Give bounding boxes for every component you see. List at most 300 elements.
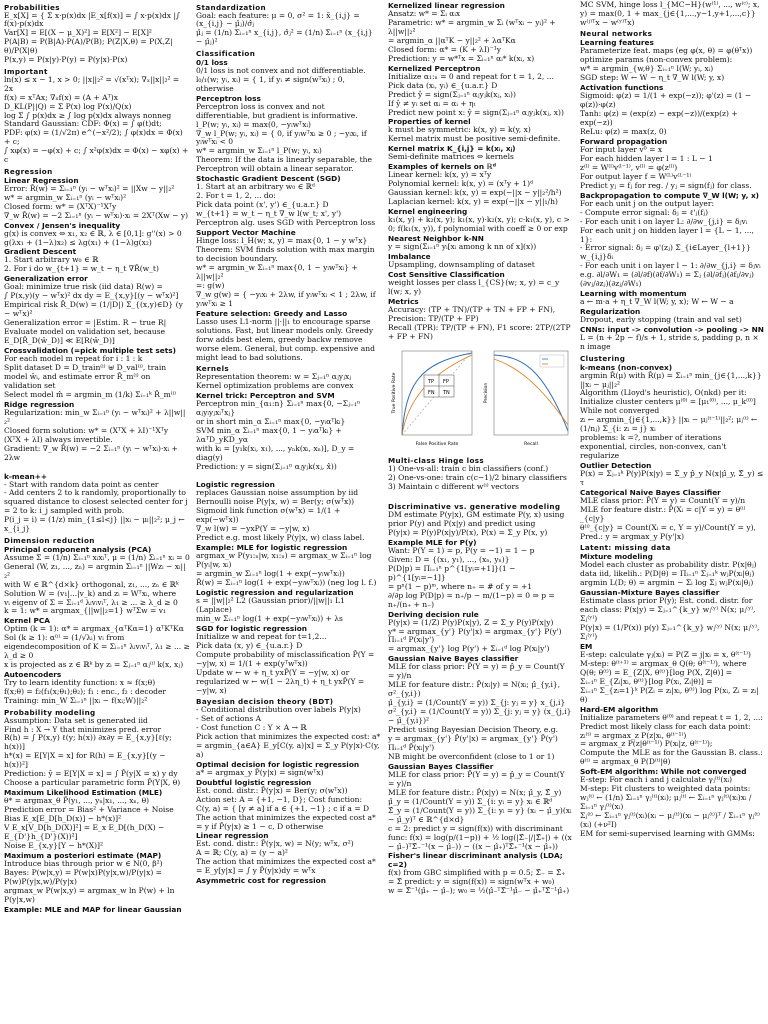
subsection-heading: Autoencoders xyxy=(4,670,62,680)
formula-line: C(y, a) = { [y ≠ a] if a ∈ {+1, −1} ; c if a = D xyxy=(196,803,370,813)
subsection-heading: k-means (non-convex) xyxy=(580,362,673,372)
formula-line: l_P(w; yᵢ, xᵢ) = max(0, −yᵢwᵀxᵢ) xyxy=(196,119,311,129)
formula-line: Recall (TPR): TP/(TP + FN), F1 score: 2TP/(2TP + FP + FN) xyxy=(388,322,571,341)
formula-line: MLE for class prior: P̂(Y = y) = p̂_y = Count(Y = y)/n xyxy=(388,769,565,788)
subsection-heading: Properties of kernel xyxy=(388,117,471,127)
formula-line: P(x) = Σⱼ₌₁ᵏ P(y)P(x|y) = Σ_y p̂_y N(x|μ̂_y, Σ̂_y) ≤ τ xyxy=(580,469,764,488)
formula-line: Predict yⱼ = fⱼ for reg. / yⱼ = sign(fⱼ) for class. xyxy=(580,180,752,190)
subsection-heading: Gaussian Naive Bayes classifier xyxy=(388,654,519,664)
formula-line: Accuracy: (TP + TN)/(TP + TN + FP + FN), Precision: TP/(TP + FP) xyxy=(388,304,556,323)
formula-line: Perceptron min_{α₁:n} Σᵢ₌₁ⁿ max{0, −Σⱼ₌₁ⁿ αⱼyᵢyⱼxᵢᵀxⱼ} xyxy=(196,398,361,417)
formula-line: Theorem: If the data is linearly separable, the Perceptron will obtain a linear separator. xyxy=(196,155,372,174)
precision-recall-plot xyxy=(480,345,572,451)
formula-line: data iid, likelih.: P(D|θ) = Πᵢ₌₁ⁿ Σⱼ₌₁ᵏ wⱼP(xᵢ|θⱼ) xyxy=(580,569,755,579)
roc-pr-figure xyxy=(388,345,573,453)
formula-line: The action that minimizes the expected cost a* = y if P̂(y|x) ≥ 1 − c, D otherwise xyxy=(196,812,376,831)
matrix-label: FN xyxy=(428,389,435,396)
matrix-label: FP xyxy=(443,378,449,385)
formula-line: Predict e.g. most likely P(y|x, w) class label. xyxy=(196,533,365,543)
formula-line: ReLu: φ(z) = max(z, 0) xyxy=(580,126,667,136)
formula-line: Pick data (x, y) ∈_{u.a.r.} D xyxy=(196,640,303,650)
formula-line: Closed form: α* = (K + λI)⁻¹y xyxy=(388,44,502,54)
formula-line: 0/1 loss is not convex and not differentiable. xyxy=(196,65,366,75)
formula-line: Pick data (xᵢ, yᵢ) ∈_{u.a.r.} D xyxy=(388,80,498,90)
formula-line: g(λx₁ + (1−λ)x₂) ≤ λg(x₁) + (1−λ)g(x₂) xyxy=(4,237,152,247)
spacer xyxy=(388,492,573,501)
formula-line: SGD step: W ← W − η_t ∇_W l(W; y, x) xyxy=(580,73,725,83)
formula-line: Assumption: Data set is generated iid xyxy=(4,715,148,725)
formula-line: θ⁽ⁱ⁾_{c|y} = Count(Xᵢ = c, Y = y)/Count(Y = y), Pred.: y = argmax_y P(y'|x) xyxy=(580,522,756,541)
formula-line: = pⁿ(1 − p)ᵐ, where n₊ = # of y = +1 xyxy=(388,581,533,591)
subsection-heading: Logistic regression and regularization xyxy=(196,588,354,598)
subsection-heading: Convex / Jensen's inequality xyxy=(4,220,121,230)
formula-line: - Start with random data point as center xyxy=(4,479,159,489)
formula-line: zᵢ ← argmin_{j∈{1,...,k}} ||xᵢ − μⱼ⁽ᵗ⁻¹⁾||₂²; μⱼ⁽ᵗ⁾ ← (1/nⱼ) Σ_{i: zᵢ = j} xᵢ xyxy=(580,415,758,434)
formula-line: log Σ ∫ p(x)dx ≥ ∫ log p(x)dx always nonneg xyxy=(4,110,172,120)
subsection-heading: Asymmetric cost for regression xyxy=(196,876,326,886)
formula-line: with kᵢ = [y₁k(xᵢ, x₁), ..., yₙk(xᵢ, xₙ)], D_y = diag(y) xyxy=(196,443,355,462)
formula-line: w* = argmin_{w,θ} Σᵢ₌₁ⁿ l(W; yᵢ, xᵢ) xyxy=(580,64,714,74)
formula-line: Noise E_{x,y}[Y − h*(X)]² xyxy=(4,840,104,850)
formula-line: Training: min_W Σᵢ₌₁ⁿ ||xᵢ − f(xᵢ;W)||₂² xyxy=(4,696,148,706)
subsection-heading: SGD for logistic regression xyxy=(196,623,308,633)
formula-line: Empirical risk R̂_D(w) = (1/|D|) Σ_{(x,y)∈D} (y − wᵀx)² xyxy=(4,300,183,319)
formula-line: Given: D = {(x₁, y₁), ..., (xₙ, yₙ)} xyxy=(388,554,510,564)
formula-line: h*(x) = E[Y|X = x] for R(h) = E_{x,y}[(y − h(x))²] xyxy=(4,751,166,770)
formula-line: MLE for feature distr.: P̂(x|y) = N(x; μ̂_y, Σ̂_y) xyxy=(388,787,562,797)
formula-line: g(x) is convex ⇔ x₁, x₂ ∈ ℝ, λ ∈ [0,1]: g''(x) > 0 xyxy=(4,228,182,238)
formula-line: zᵢ⁽ᵗ⁾ = argmax_z P(z|xᵢ, θ⁽ᵗ⁻¹⁾) xyxy=(580,730,687,740)
subsection-heading: Doubtful logistic regression xyxy=(196,777,312,787)
subsection-heading: Logistic regression xyxy=(196,480,275,490)
subsection-heading: EM xyxy=(580,641,593,651)
subsection-heading: Example MLE for P(y) xyxy=(388,537,477,547)
formula-line: Kernel matrix must be positive semi-definite. xyxy=(388,134,561,144)
formula-line: L = (n + 2p − f)/s + 1, stride s, padding p, n × n image xyxy=(580,333,759,352)
formula-line: weight losses per class l_{CS}(w; x, y) = c_y l(w; x, y) xyxy=(388,277,560,296)
formula-line: MLE for class prior: P̂(Y = y) = p̂_y = Count(Y = y)/n xyxy=(388,662,565,681)
formula-line: 2. For t = 1, 2, ... do: xyxy=(196,191,276,201)
formula-line: a ← m·a + η_t ∇_W l(W; y, x); W ← W − a xyxy=(580,297,734,307)
formula-line: argmin L(D; θ) = argmin − Σᵢ log Σⱼ wⱼP(xᵢ|θⱼ) xyxy=(580,578,754,588)
column-4 xyxy=(576,0,768,1024)
subsection-heading: Categorical Naive Bayes Classifier xyxy=(580,487,721,497)
formula-line: Σ̂_y = (1/Count(Y = y)) Σ_{i: yᵢ = y} (xᵢ − μ̂_y)(xᵢ − μ̂_y)ᵀ ∈ ℝ^{d×d} xyxy=(388,805,572,824)
formula-line: l₀/₁(w; yᵢ, xᵢ) = { 1, if yᵢ ≠ sign(wᵀxᵢ) ; 0, otherwise xyxy=(196,74,345,93)
section-heading: Clustering xyxy=(580,353,626,363)
formula-line: w* = argmin_w Σᵢ₌₁ⁿ (yᵢ − wᵀxᵢ)² xyxy=(4,192,127,202)
formula-line: Introduce bias through prior w ∈ N(0, β²) xyxy=(4,858,163,868)
formula-line: func: f(x) = log(p/(1−p)) + ½ log(|Σ̂₋|/|Σ̂₊|) + ((x − μ̂₋)ᵀΣ̂₋⁻¹(x − μ̂₋)) − ((x − μ̂₊)ᵀΣ̂₊⁻¹(x − μ̂₊)) xyxy=(388,832,572,851)
formula-line: Predict using Bayesian Decision Theory, e.g. xyxy=(388,725,559,735)
formula-line: a* = argmax_y P̂(y|x) = sign(wᵀx) xyxy=(196,767,324,777)
formula-line: Initialize α₁:ₙ = 0 and repeat for t = 1, 2, ... xyxy=(388,71,554,81)
subsection-heading: Kernel matrix K_{i,j} = k(xᵢ, xⱼ) xyxy=(388,144,516,154)
column-2 xyxy=(192,0,384,1024)
formula-line: Want: P(Y = 1) = p, P(y = −1) = 1 − p xyxy=(388,545,535,555)
formula-line: =: g(w) xyxy=(196,280,225,290)
formula-line: Predict ŷ = sign(Σⱼ₌₁ⁿ αⱼyⱼk(xⱼ, xᵢ)) xyxy=(388,89,516,99)
formula-line: - For each unit i on layer L: ∂/∂w_{j,i} = δⱼvᵢ xyxy=(580,216,748,226)
formula-line: Est. cond. distr.: P̂(y|x, w) = N(y; wᵀx, σ²) xyxy=(196,839,354,849)
subsection-heading: Kernel PCA xyxy=(4,616,50,626)
formula-line: Bayes: P(w|x,y) = P(w|x)P(y|x,w)/P(y|x) = P(w)P(y|x,w)/P(y|x) xyxy=(4,867,163,886)
subsection-heading: Kernelized linear regression xyxy=(388,1,505,10)
formula-line: Est. cond. distr.: P̂(y|x) = Ber(y; σ(wᵀx)) xyxy=(196,785,348,795)
subsection-heading: Support Vector Machine xyxy=(196,228,296,238)
formula-line: Perceptron loss is convex and not differentiable, but gradient is informative. xyxy=(196,101,358,120)
subsection-heading: Kernelized Perceptron xyxy=(388,63,481,73)
subsection-heading: Maximum Likelihood Estimation (MLE) xyxy=(4,788,163,798)
formula-line: Sigmoid link function σ(wᵀx) = 1/(1 + exp(−wᵀx)) xyxy=(196,506,341,525)
formula-line: Dropout, early stopping (train and val set) xyxy=(580,315,742,325)
subsection-heading: Forward propagation xyxy=(580,136,668,146)
spacer xyxy=(196,471,381,480)
formula-line: = argmax_{y'} log P(y') + Σᵢ₌₁ᵈ log P(xᵢ|y') xyxy=(388,644,550,654)
formula-line: 1) One-vs-all: train c bin classifiers (conf.) xyxy=(388,463,549,473)
formula-line: (XᵀX + λI) always invertible. xyxy=(4,434,113,444)
formula-line: Closed form: w* = (XᵀX)⁻¹Xᵀy xyxy=(4,201,117,211)
formula-line: 3) Maintain c different w⁽ⁱ⁾ vectors xyxy=(388,481,520,491)
formula-line: If ŷ ≠ yᵢ set αᵢ = αᵢ + ηₜ xyxy=(388,98,476,108)
subsection-heading: Kernel engineering xyxy=(388,207,468,217)
formula-line: 1. Start arbitrary w₀ ∈ ℝ xyxy=(4,255,99,265)
formula-line: Prediction: ŷ = E[Y|X = x] = ∫ P̂(y|X = x) y dy xyxy=(4,769,178,779)
formula-line: Initialize w and repeat for t=1,2... xyxy=(196,631,327,641)
subsection-heading: Cost Sensitive Classification xyxy=(388,269,505,279)
roc-curve-plot xyxy=(388,345,476,451)
formula-line: E_x[X] = { Σ x·p(x)dx |E_x[f(x)] = ∫ x·p(x)dx |∫ f(x)·p(x)dx xyxy=(4,10,180,29)
formula-line: - Conditional distribution over labels P(y|x) xyxy=(196,705,361,715)
formula-line: wⱼ⁽ᵗ⁾ ← (1/n) Σᵢ₌₁ⁿ γⱼ⁽ᵗ⁾(xᵢ); μⱼ⁽ᵗ⁾ ← Σᵢ₌₁ⁿ γⱼ⁽ᵗ⁾(xᵢ)xᵢ / Σᵢ₌₁ⁿ γⱼ⁽ᵗ⁾(xᵢ) xyxy=(580,793,752,812)
formula-line: f(x) = xᵀAx; ∇ₓf(x) = (A + Aᵀ)x xyxy=(4,92,118,102)
formula-line: DM estimate P(y|x), GM estimate P(y, x) using prior P(y) and P(x|y) and predict using xyxy=(388,510,565,528)
subsection-heading: Examples of kernels on ℝᵈ xyxy=(388,162,497,172)
subsection-heading: Learning features xyxy=(580,38,654,48)
subsection-heading: Gaussian Bayes Classifier xyxy=(388,761,494,771)
subsection-heading: Gaussian-Mixture Bayes classifier xyxy=(580,588,720,598)
subsection-heading: Regularization xyxy=(580,307,641,317)
formula-line: k₁(x, y) + k₂(x, y); k₁(x, y)·k₂(x, y); c·k₁(x, y), c > 0; f(k₁(x, y)), f polynomial with coeff ≥ 0 or exp xyxy=(388,215,570,234)
formula-line: Evaluate model on validation set, because E_D[R̂_D(ŵ_D)] ≪ E[R(ŵ_D)] xyxy=(4,327,166,346)
subsection-heading: Example: MLE and MAP for linear Gaussian xyxy=(4,904,182,914)
subsection-heading: k-mean++ xyxy=(4,471,48,481)
roc-ylabel: True Positive Rate xyxy=(392,372,397,414)
subsection-heading: Principal component analysis (PCA) xyxy=(4,544,152,554)
column-1 xyxy=(0,0,192,1024)
formula-line: MC SVM, hinge loss l_{MC−H}(w⁽¹⁾, ..., w⁽ᶜ⁾; x, y) = max(0, 1 + max_{j∈{1,...,y−1,y+1,...,c}} w⁽ʲ⁾ᵀx − w⁽ʸ⁾ᵀx) xyxy=(580,0,760,27)
formula-line: replaces Gaussian noise assumption by iid Bernoulli noise P(y|x, w) = Ber(y; σ(wᵀx)) xyxy=(196,488,359,507)
subsection-heading: Stochastic Gradient Descent (SGD) xyxy=(196,174,341,184)
formula-line: Assume Σ = (1/n) Σᵢ₌₁ⁿ xᵢxᵢᵀ, μ = (1/n) Σᵢ₌₁ⁿ xᵢ = 0 xyxy=(4,552,190,562)
formula-line: k must be symmetric: k(x, y) = k(y, x) xyxy=(388,125,531,135)
formula-line: - For each unit i on layer l − 1: ∂/∂w_{j,i} = δⱼvᵢ xyxy=(580,261,761,271)
formula-line: ∫ xφ(x) = −φ(x) + c; ∫ x²φ(x)dx = Φ(x) − xφ(x) + c xyxy=(4,146,189,165)
formula-line: P(D|p) = Πᵢ₌₁ⁿ p^{1[yᵢ=+1]}(1 − p)^{1[yᵢ=−1]} xyxy=(388,563,516,582)
section-heading: Standardization xyxy=(196,2,266,12)
subsection-heading: Learning with momentum xyxy=(580,289,687,299)
subsection-heading: 0/1 loss xyxy=(196,57,228,67)
formula-line: Goal: each feature: μ = 0, σ² = 1: x̃_{i,j} = (x_{i,j} − μ̂ⱼ)/σ̂ⱼ xyxy=(196,10,360,29)
formula-line: D_KL(P||Q) = Σ P(x) log P(x)/Q(x) xyxy=(4,101,132,111)
formula-line: μ̂ⱼ = (1/n) Σᵢ₌₁ⁿ x_{i,j}, σ̂ⱼ² = (1/n) Σᵢ₌₁ⁿ (x_{i,j} − μ̂ⱼ)² xyxy=(196,28,373,47)
formula-line: Parameterize feat. maps (eg φ(x, θ) = φ(θᵀx)) optimize params (non-convex problem): xyxy=(580,46,753,65)
subsection-heading: Linear regression xyxy=(196,831,269,841)
formula-line: EM for semi-supervised learning with GMMs: xyxy=(580,829,755,839)
subsection-heading: Optimal decision for logistic regression xyxy=(196,759,360,769)
formula-line: Predict new point x: ŷ = sign(Σⱼ₌₁ⁿ αⱼyⱼk(xⱼ, x)) xyxy=(388,107,564,117)
subsection-heading: Outlier Detection xyxy=(580,461,652,471)
formula-line: P(A|B) = P(B|A)·P(A)/P(B); P(Z|X,θ) = P(X,Z|θ)/P(X|θ) xyxy=(4,37,173,56)
formula-line: or in short min_α Σᵢ₌₁ⁿ max{0, −yᵢαᵀkᵢ} xyxy=(196,416,346,426)
formula-line: Sol (k ≥ 1): α⁽ⁱ⁾ = (1/√λᵢ) vᵢ from eigendecomposition of K = Σᵢ₌₁ⁿ λᵢvᵢvᵢᵀ, λ₁ ≥ ... ≥ λ_d ≥ 0 xyxy=(4,633,190,661)
matrix-label: TP xyxy=(428,378,435,385)
formula-line: PDF: φ(x) = (1/√2π) e^(−x²/2); ∫ φ(x)dx = Φ(x) + c; xyxy=(4,128,183,147)
formula-line: Select model m̂ = argmin_m (1/k) Σᵢ₌₁ᵏ R̂_m⁽ⁱ⁾ xyxy=(4,389,177,399)
formula-line: argmax_w P(w|x,y) = argmax_w ln P(w) + ln P(y|x,w) xyxy=(4,885,175,904)
formula-line: - Compute error signal: δⱼ = ℓ'ⱼ(fⱼ) xyxy=(580,207,709,217)
formula-line: ∇_w R̂(w) = −2 Σᵢ₌₁ⁿ (yᵢ − wᵀxᵢ)·xᵢ = 2Xᵀ(Xw − y) xyxy=(4,210,189,220)
subsection-heading: Nearest Neighbor k-NN xyxy=(388,234,484,244)
section-heading: Neural networks xyxy=(580,29,653,39)
formula-line: Tanh: φ(z) = (exp(z) − exp(−z))/(exp(z) + exp(−z)) xyxy=(580,109,738,128)
formula-line: with W ∈ ℝ^{d×k} orthogonal, z₁, ..., zₙ ∈ ℝᵏ xyxy=(4,579,179,589)
subsection-heading: Metrics xyxy=(388,296,419,306)
formula-line: y* = argmax_{y'} P(y'|x) = argmax_{y'} P(y') Πᵢ₌₁ᵈ P(xᵢ|y') xyxy=(388,626,562,645)
formula-line: = argmin_w Σᵢ₌₁ⁿ log(1 + exp(−yᵢwᵀxᵢ)) xyxy=(196,569,345,579)
formula-line: Estimate class prior P(y); Est. cond. distr. for each class: P(x|y) = Σⱼ₌₁^{k_y} wⱼ⁽ʸ⁾ N(x; μⱼ⁽ʸ⁾, Σⱼ⁽ʸ⁾) xyxy=(580,596,756,624)
formula-line: Initialize parameters θ⁽⁰⁾ and repeat t = 1, 2, ...: Predict most likely class for each data point: xyxy=(580,712,763,731)
formula-line: ∇_w g(w) = { −yᵢxᵢ + 2λw, if yᵢwᵀxᵢ < 1 ; 2λw, if yᵢwᵀxᵢ ≥ 1 xyxy=(196,289,376,308)
formula-line: Generalization error = |Estim. R − true R| xyxy=(4,318,167,328)
formula-line: ∇_w l(w) = −yxP(Y = −y|w, x) xyxy=(196,524,310,534)
subsection-heading: Example: MLE for logistic regression xyxy=(196,543,348,553)
formula-line: Optim (k = 1): α* = argmax_{αᵀKα=1} αᵀKᵀKα xyxy=(4,624,184,634)
formula-line: Ansatz: w* = Σᵢ αᵢx xyxy=(388,9,461,18)
matrix-label: TN xyxy=(443,389,450,396)
formula-line: 2) One-vs-one: train c(c−1)/2 binary classifiers xyxy=(388,472,567,482)
formula-line: w = Σ̂⁻¹(μ̂₊ − μ̂₋); w₀ = ½(μ̂₋ᵀΣ̂⁻¹μ̂₋ − μ̂₊ᵀΣ̂⁻¹μ̂₊) xyxy=(388,886,570,896)
subsection-heading: Ridge regression xyxy=(4,399,75,409)
formula-line: While not converged xyxy=(580,406,660,416)
formula-line: Perceptron alg. uses SGD with Perceptron loss xyxy=(196,218,376,228)
formula-line: Solution W = (v₁|...|v_k) and zᵢ = Wᵀxᵢ, where xyxy=(4,588,177,598)
formula-line: Lasso uses L1-norm ||·||₁ to encourage sparse solutions. Fast, but linear models only. Greedy forw adds best elem, greedy backw remove worse elem. General, but comp. expensive and might lead to bad solutions. xyxy=(196,316,375,362)
formula-line: f(x) from GBC simplified with p = 0.5; Σ̂₋ = Σ̂₊ = Σ̂ predict: y = sign(f(x)) = sign(wᵀx + w₀) xyxy=(388,868,566,887)
formula-line: Prediction: y = w*ᵀx = Σᵢ₌₁ⁿ αᵢ* k(xᵢ, x) xyxy=(388,53,535,63)
formula-line: 2. For i do w_{t+1} = w_t − η_t ∇R̂(w_t) xyxy=(4,264,159,274)
formula-line: vᵢ eigenv of Σ = Σᵢ₌₁ᵈ λᵢvᵢvᵢᵀ, λ₁ ≥ ... ≥ λ_d ≥ 0 xyxy=(4,597,178,607)
section-heading: Dimension reduction xyxy=(4,535,95,545)
formula-line: θ* = argmax_θ P̂(y₁, ..., yₙ|x₁, ..., xₙ, θ) xyxy=(4,796,150,806)
subsection-heading: Generalization error xyxy=(4,274,88,284)
formula-line: V E_x[V_D[h_D(X)]²] = E_x E_D[(h_D(X) − E_{D'}h_{D'}(X))²] xyxy=(4,823,165,841)
formula-line: Prediction: y = sign(Σⱼ₌₁ⁿ αⱼyⱼk(xⱼ, x̂)) xyxy=(196,461,337,471)
section-heading: Discriminative vs. generative modeling xyxy=(388,502,561,512)
formula-line: For each model m repeat for i : 1 : k xyxy=(4,354,143,364)
formula-line: General (W, z₁, ..., zₙ) = argmin Σᵢ₌₁ⁿ ||Wzᵢ − xᵢ||₂² xyxy=(4,561,186,580)
formula-line: μ̂_y = (1/Count(Y = y)) Σ_{i: yᵢ = y} xᵢ ∈ ℝᵈ xyxy=(388,796,553,806)
formula-line: - Set of actions A xyxy=(196,714,262,723)
formula-line: P(i_j = i) = (1/z) min_{1≤l<j} ||xᵢ − μₗ||₂²; μ_j ← x_{i_j} xyxy=(4,515,185,534)
formula-line: Closed form solution: w* = (XᵀX + λI)⁻¹Xᵀy xyxy=(4,425,169,435)
section-heading: Kernels xyxy=(196,363,230,373)
formula-line: - Error signal: δⱼ = φ'(zⱼ) Σ_{i∈Layer_{l+1}} w_{i,j}δᵢ xyxy=(580,243,751,262)
formula-line: 1. Start at an arbitrary w₀ ∈ ℝᵈ xyxy=(196,182,315,192)
formula-line: SVM min_α Σᵢ₌₁ⁿ max{0, 1 − yᵢαᵀkᵢ} + λαᵀD_yKD_yα xyxy=(196,425,342,444)
formula-line: The action that minimizes the expected cost a* = E_y[y|x] = ∫ y P̂(y|x)dy = wᵀx xyxy=(196,857,376,876)
formula-line: Upsampling, downsampling of dataset xyxy=(388,260,535,270)
formula-line: P(y|x) = P(y)P(x|y)/P(x), P(x) = Σ_y P(x, y) xyxy=(388,527,548,537)
subsection-heading: Activation functions xyxy=(580,83,664,93)
subsection-heading: Imbalance xyxy=(388,252,431,262)
formula-line: For each unit j on the output layer: xyxy=(580,198,715,208)
subsection-heading: CNNs: input -> convolution -> pooling -> NN xyxy=(580,325,764,335)
formula-line: e.g. ∂l/∂W₁ = (∂l/∂f)(∂f/∂W₁) = Σⱼ (∂l/∂fⱼ)(∂fⱼ/∂vⱼ)(∂vⱼ/∂zⱼ)(∂zⱼ/∂W₁) xyxy=(580,270,754,289)
subsection-heading: Mixture modeling xyxy=(580,552,653,562)
formula-line: Try to learn identity function: x ≈ f(x;θ) xyxy=(4,678,156,688)
formula-line: Parametric: w* = argmin_w Σᵢ (wᵀxᵢ − yᵢ)² + λ||w||₂² xyxy=(388,17,556,36)
formula-line: Var[X] = E[(X − μ_X)²] = E[X²] − E[X]² xyxy=(4,28,152,38)
subsection-heading: Perceptron loss xyxy=(196,93,261,103)
formula-line: A = ℝ; C(y, a) = (y − a)² xyxy=(196,848,288,858)
formula-line: Action set: A = {+1, −1, D}; Cost function: xyxy=(196,794,363,804)
formula-line: Semi-definite matrices ⇔ kernels xyxy=(388,152,514,162)
formula-line: Q(θ; θ⁽ᵗ⁾) = E_{Z|X, θ⁽ᵗ⁾}[log P(X, Z|θ)] = xyxy=(580,667,733,677)
spacer xyxy=(4,463,190,472)
formula-line: MLE for feature distr.: P̂(xᵢ|y) = N(xᵢ; μ̂_{y,i}, σ²_{y,i}) xyxy=(388,680,561,699)
formula-line: s = ||w||₂² L2 (Gaussian prior)/||w||₁ L1 (Laplace) xyxy=(196,596,345,614)
formula-line: MLE for feature distr.: P̂(Xᵢ = c|Y = y) = θ⁽ⁱ⁾_{c|y} xyxy=(580,504,746,523)
formula-line: k = 1: w* = argmax_{||w||₂=1} wᵀΣw = v₁ xyxy=(4,606,167,616)
column-3 xyxy=(384,0,576,1024)
subsection-heading: Kernel trick: Perceptron and SVM xyxy=(196,390,335,400)
formula-line: μ̂_{y,i} = (1/Count(Y = y)) Σ_{j: yⱼ = y} x_{j,i} xyxy=(388,698,566,708)
formula-line: R(h) = ∫ P(x,y) ℓ(y; h(x)) ∂x∂y = E_{x,y}[ℓ(y; h(x))] xyxy=(4,733,172,752)
formula-line: - Cost function C : Y × A → ℝ xyxy=(196,722,307,732)
formula-line: x is projected as z ∈ ℝᵏ by zᵢ = Σⱼ₌₁ⁿ αⱼ⁽ⁱ⁾ k(x, xⱼ) xyxy=(4,660,184,670)
subsection-heading: Hard-EM algorithm xyxy=(580,704,659,714)
formula-line: NB might be overconfident (close to 1 or 1) xyxy=(388,751,555,761)
formula-line: Pick action that minimizes the expected cost: a* = argmin_{a∈A} E_y[C(y, a)|x] = Σ_y P(y|x)·C(y, a) xyxy=(196,731,381,759)
formula-line: Gradient: ∇_w R̂(w) = −2 Σᵢ₌₁ⁿ (yᵢ − wᵀxᵢ)·xᵢ + 2λw xyxy=(4,443,178,462)
formula-line: Σᵢ₌₁ⁿ E_{Zᵢ|xᵢ, θ⁽ᵗ⁾}[log P(xᵢ, Zᵢ|θ)] = xyxy=(580,676,713,686)
formula-line: w* = argmin_w Σᵢ₌₁ⁿ max{0, 1 − yᵢwᵀxᵢ} + λ||w||₂² xyxy=(196,262,358,281)
formula-line: M-step: Fit clusters to weighted data points: xyxy=(580,784,751,794)
pr-ylabel: Precision xyxy=(484,382,489,403)
section-heading: Regression xyxy=(4,166,53,176)
formula-line: = argmax_z P(z|θ⁽ᵗ⁻¹⁾) P(xᵢ|z, θ⁽ᵗ⁻¹⁾); xyxy=(580,739,713,749)
section-heading: Classification xyxy=(196,48,256,58)
formula-line: E-step: calculate γⱼ(xᵢ) = P(Z = j|xᵢ = x, θ⁽ᵗ⁻¹⁾) xyxy=(580,649,751,659)
formula-line: y = argmax_{y'} P̂(y'|x) = argmax_{y'} P̂(y') Πᵢ₌₁ᵈ P̂(xᵢ|y') xyxy=(388,734,558,752)
formula-line: For each hidden layer l = 1 : L − 1 xyxy=(580,153,713,163)
formula-line: Split dataset D = D_train⁽ⁱ⁾ ⊎ D_val⁽ⁱ⁾, train model ŵᵢ, and estimate error R̂_m⁽ⁱ⁾ on validation set xyxy=(4,363,167,390)
subsection-heading: Backpropagation to compute ∇_W l(W; y, x) xyxy=(580,190,760,200)
section-heading: Probabilities xyxy=(4,2,60,12)
formula-line: P(x,y) = P(x|y)·P(y) = P(y|x)·P(x) xyxy=(4,55,128,65)
subsection-heading: Deriving decision rule xyxy=(388,609,479,619)
formula-line: Hinge loss: l_H(w; x, y) = max{0, 1 − y wᵀx} xyxy=(196,236,368,246)
formula-line: Update w ← w + η_t yxP̂(Y = −y|w, x) or regularized w ← w(1 − 2λη_t) + η_t yxP̂(Y = −y|w, x) xyxy=(196,667,365,695)
formula-line: Σᵢ₌₁ⁿ Σ_{zᵢ=1}ᵏ P(Zᵢ = zᵢ|xᵢ, θ⁽ᵗ⁾) log P(xᵢ, Zᵢ = zᵢ|θ) xyxy=(580,685,759,704)
formula-line: w_{t+1} = w_t − η_t ∇_w l(w_t; x', y') xyxy=(196,209,342,219)
formula-line: z⁽ˡ⁾ = W⁽ˡ⁾v⁽ˡ⁻¹⁾, v⁽ˡ⁾ = φ(z⁽ˡ⁾) xyxy=(580,162,678,172)
section-heading: Bayesian decision theory (BDT) xyxy=(196,697,334,707)
formula-line: argmin R̂(μ) with R̂(μ) = Σᵢ₌₁ⁿ min_{j∈{1,...,k}} ||xᵢ − μⱼ||₂² xyxy=(580,370,762,389)
formula-line: Gaussian kernel: k(x, y) = exp(−||x − y||₂²/h²) xyxy=(388,188,562,198)
pr-xlabel: Recall xyxy=(524,441,538,447)
subsection-heading: Linear Regression xyxy=(4,175,79,185)
formula-line: Representation theorem: w = Σⱼ₌₁ⁿ αⱼyⱼxⱼ xyxy=(196,371,352,381)
formula-line: Laplacian kernel: k(x, y) = exp(−||x − y||₁/h) xyxy=(388,197,558,207)
formula-line: Standard Gaussian: CDF: Φ(x) = ∫ φ(t)dt; xyxy=(4,119,162,129)
formula-line: Prediction error = Bias² + Variance + Noise xyxy=(4,805,174,815)
formula-line: MLE class prior: P̂(Y = y) = Count(Y = y)/n xyxy=(580,495,746,505)
formula-line: argmax_w P(y₁:ₙ|w, x₁:ₙ) = argmax_w Σᵢ₌₁ⁿ log P(yᵢ|w, xᵢ) xyxy=(196,551,372,570)
formula-line: Model each cluster as probability distr. P(x|θⱼ) xyxy=(580,560,757,570)
formula-line: Bias E_x[E_D[h_D(x)] − h*(x)]² xyxy=(4,814,122,824)
section-heading: Important xyxy=(4,66,48,76)
formula-line: Linear kernel: k(x, y) = xᵀy xyxy=(388,170,492,180)
formula-line: ∂/∂p log P(D|p) = n₊/p − m/(1−p) = 0 ⇒ p = n₊/(n₊ + n₋) xyxy=(388,590,555,609)
formula-line: ∇_w l_P(w; yᵢ, xᵢ) = { 0, if yᵢwᵀxᵢ ≥ 0 ; −yᵢxᵢ, if yᵢwᵀxᵢ < 0 xyxy=(196,128,367,147)
formula-line: For each unit j on hidden layer l = {L − 1, ..., 1}: xyxy=(580,225,754,244)
formula-line: Sigmoid: φ(z) = 1/(1 + exp(−z)); φ'(z) = (1 − φ(z))·φ(z) xyxy=(580,91,752,110)
formula-line: Kernel optimization problems are convex xyxy=(196,380,354,390)
formula-line: Error: R̂(w) = Σᵢ₌₁ⁿ (yᵢ − wᵀxᵢ)² = ||Xw − y||₂² xyxy=(4,183,175,193)
subsection-heading: Fisher's linear discriminant analysis (LDA; c=2) xyxy=(388,851,563,870)
formula-line: σ²_{y,i} = (1/Count(Y = y)) Σ_{j: yⱼ = y} (x_{j,i} − μ̂_{y,i})² xyxy=(388,707,572,726)
formula-line: Choose a particular parametric form P̂(Y|X, θ) xyxy=(4,778,181,788)
section-heading: Probability modeling xyxy=(4,707,96,717)
section-heading: Multi-class Hinge loss xyxy=(388,455,485,465)
formula-line: ln(x) ≤ x − 1, x > 0; ||x||₂² = √(xᵀx); ∇ₓ||x||₂² = 2x xyxy=(4,74,180,93)
formula-line: R̂(w) = Σᵢ₌₁ⁿ log(1 + exp(−yᵢwᵀxᵢ)) (neg log l. f.) xyxy=(196,578,377,588)
formula-line: Polynomial kernel: k(x, y) = (xᵀy + 1)ᵈ xyxy=(388,179,534,189)
formula-line: ∫ P(x,y)(y − wᵀx)² dx dy = E_{x,y}[(y − wᵀx)²] xyxy=(4,291,179,301)
formula-line: P(y|x) = (1/P(x)) p(y) Σⱼ₌₁^{k_y} wⱼ⁽ʸ⁾ N(x; μⱼ⁽ʸ⁾, Σⱼ⁽ʸ⁾) xyxy=(580,622,760,641)
formula-line: problems: k =?, number of iterations exponential, circles, non-convex, can't regularize xyxy=(580,433,727,461)
subsection-heading: Gradient Descent xyxy=(4,247,77,257)
formula-line: P(y|x) = (1/Z) P(y)P(x|y), Z = Σ_y P(y)P(x|y) xyxy=(388,617,554,627)
formula-line: Algorithm (Lloyd's heuristic), O(nkd) per it: Initialize cluster centers μ⁽⁰⁾ = [μ₁⁽⁰⁾, ..., μ_k⁽⁰⁾] xyxy=(580,388,756,407)
formula-line: y = sign(Σᵢ₌₁ⁿ yᵢ[xᵢ among k nn of x](x)) xyxy=(388,242,537,252)
formula-line: For output layer f = W⁽ᴸ⁾v⁽ᴸ⁻¹⁾ xyxy=(580,171,692,181)
formula-line: Σⱼ⁽ᵗ⁾ ← Σᵢ₌₁ⁿ γⱼ⁽ᵗ⁾(xᵢ)(xᵢ − μⱼ⁽ᵗ⁾)(xᵢ − μⱼ⁽ᵗ⁾)ᵀ / Σᵢ₌₁ⁿ γⱼ⁽ᵗ⁾(xᵢ) (+ν²I) xyxy=(580,811,760,830)
formula-line: Compute the MLE as for the Gaussian B. class.: θ⁽ᵗ⁾ = argmax_θ P(D⁽ᵗ⁾|θ) xyxy=(580,748,763,767)
formula-line: Theorem: SVM finds solution with max margin to decision boundary. xyxy=(196,245,375,263)
formula-line: Compute probability of misclassification P̂(Y = −y|w, x) = 1/(1 + exp(yᵀwᵀx)) xyxy=(196,649,375,668)
formula-line: w* = argmin_w Σᵢ₌₁ⁿ l_P(w; yᵢ, xᵢ) xyxy=(196,146,322,156)
subsection-heading: Feature selection: Greedy and Lasso xyxy=(196,308,348,318)
formula-line: Find h : X → Y that minimizes pred. error xyxy=(4,724,162,734)
roc-xlabel: False Positive Rate xyxy=(415,441,459,447)
formula-line: E-step: For each i and j calculate γⱼ⁽ᵗ⁾(xᵢ) xyxy=(580,775,733,785)
subsection-heading: Crossvalidation (=pick multiple test sets) xyxy=(4,346,176,356)
formula-line: M-step: θ⁽ᵗ⁺¹⁾ = argmax_θ Q(θ; θ⁽ᵗ⁻¹⁾), where xyxy=(580,658,747,668)
formula-line: - Add centers 2 to k randomly, proportionally to squared distance to closest selected center for j = 2 to k: i_j sampled with prob. xyxy=(4,488,188,516)
section-heading: Latent: missing data xyxy=(580,543,671,553)
formula-line: For input layer v⁰ = x xyxy=(580,144,663,154)
subsection-heading: Maximum a posteriori estimate (MAP) xyxy=(4,850,162,860)
subsection-heading: Soft-EM algorithm: While not converged xyxy=(580,767,747,777)
formula-line: Pick data point (x', y') ∈_{u.a.r.} D xyxy=(196,200,329,210)
formula-line: min_w Σᵢ₌₁ⁿ log(1 + exp(−yᵢwᵀxᵢ)) + λs xyxy=(196,613,343,623)
formula-line: f(x;θ) = f₂(f₁(x;θ₁);θ₂); f₁ : enc., f₂ : decoder xyxy=(4,687,167,697)
formula-line: c = 2: predict y = sign(f(x)) with discriminant xyxy=(388,823,563,833)
formula-line: Goal: minimize true risk (iid data) R(w) = xyxy=(4,282,163,292)
